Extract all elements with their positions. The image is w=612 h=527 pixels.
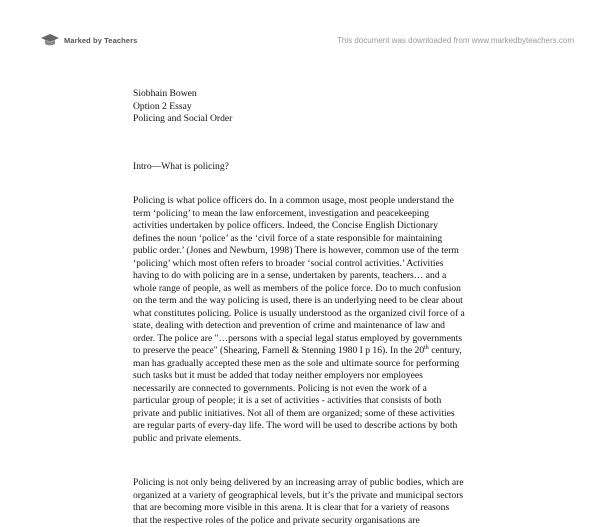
text-line: public order.’ (Jones and Newburn, 1998) There is however, common use of the term	[133, 245, 498, 258]
ordinal-suffix: th	[424, 345, 429, 351]
text-line: necessarily are connected to governments. Policing is not even the work of a	[133, 383, 498, 396]
text-line: defines the noun ‘police’ as the ‘civil force of a state responsible for maintaining	[133, 233, 498, 246]
page-header	[0, 0, 612, 70]
text-line: activities undertaken by police officers. Indeed, the Concise English Dictionary	[133, 220, 498, 233]
marked-by-teachers-logo[interactable]	[40, 33, 137, 47]
text-line: on the term and the way policing is used, there is an underlying need to be clear about	[133, 295, 498, 308]
text-line: that are becoming more visible in this arena. It is clear that for a variety of reasons	[133, 502, 513, 515]
text-line: Policing is not only being delivered by an increasing array of public bodies, which are	[133, 477, 513, 490]
text-line: ‘policing’ which most often refers to broader ‘social control activities.’ Activities	[133, 258, 498, 271]
line-part: century,	[429, 345, 462, 356]
brand-name: Marked by Teachers	[64, 36, 137, 45]
line-part: to preserve the peace" (Shearing, Farnell & Stenning 1980 I p 16). In the 20	[133, 345, 424, 356]
text-line: such tasks but it must be added that today neither employers nor employees	[133, 370, 498, 383]
text-line: state, dealing with detection and prevention of crime and maintenance of law and	[133, 320, 498, 333]
text-line: order. The police are "…persons with a special legal status employed by governments	[133, 333, 498, 346]
text-line: private and public initiatives. Not all of them are organized; some of these activities	[133, 408, 498, 421]
text-line: organized at a variety of geographical levels, but it’s the private and municipal sectors	[133, 490, 513, 503]
author-name: Siobhain Bowen	[133, 88, 498, 101]
download-note: This document was downloaded from www.markedbyteachers.com	[337, 36, 574, 45]
graduation-cap-icon	[40, 33, 60, 47]
text-line: public and private elements.	[133, 433, 498, 446]
text-line: Policing is what police officers do. In a common usage, most people understand the	[133, 195, 498, 208]
text-line	[133, 345, 498, 358]
text-line: what constitutes policing. Police is usually understood as the organized civil force of a	[133, 308, 498, 321]
text-line: term ‘policing’ to mean the law enforcement, investigation and peacekeeping	[133, 208, 498, 221]
paragraph-1	[133, 195, 498, 445]
paragraph-2	[133, 477, 513, 527]
course-name: Option 2 Essay	[133, 101, 498, 114]
text-line: whole range of people, as well as members of the police force. Do to much confusion	[133, 283, 498, 296]
essay-title: Policing and Social Order	[133, 113, 498, 126]
text-line: that the respective roles of the police and private security organisations are	[133, 515, 513, 527]
text-line: having to do with policing are in a sense, undertaken by parents, teachers… and a	[133, 270, 498, 283]
document-body	[133, 88, 498, 445]
text-line: are regular parts of every-day life. The word will be used to describe actions by both	[133, 420, 498, 433]
text-line: particular group of people; it is a set of activities - activities that consists of both	[133, 395, 498, 408]
text-line: man has gradually accepted these men as the sole and ultimate source for performing	[133, 358, 498, 371]
section-heading: Intro—What is policing?	[133, 161, 498, 174]
